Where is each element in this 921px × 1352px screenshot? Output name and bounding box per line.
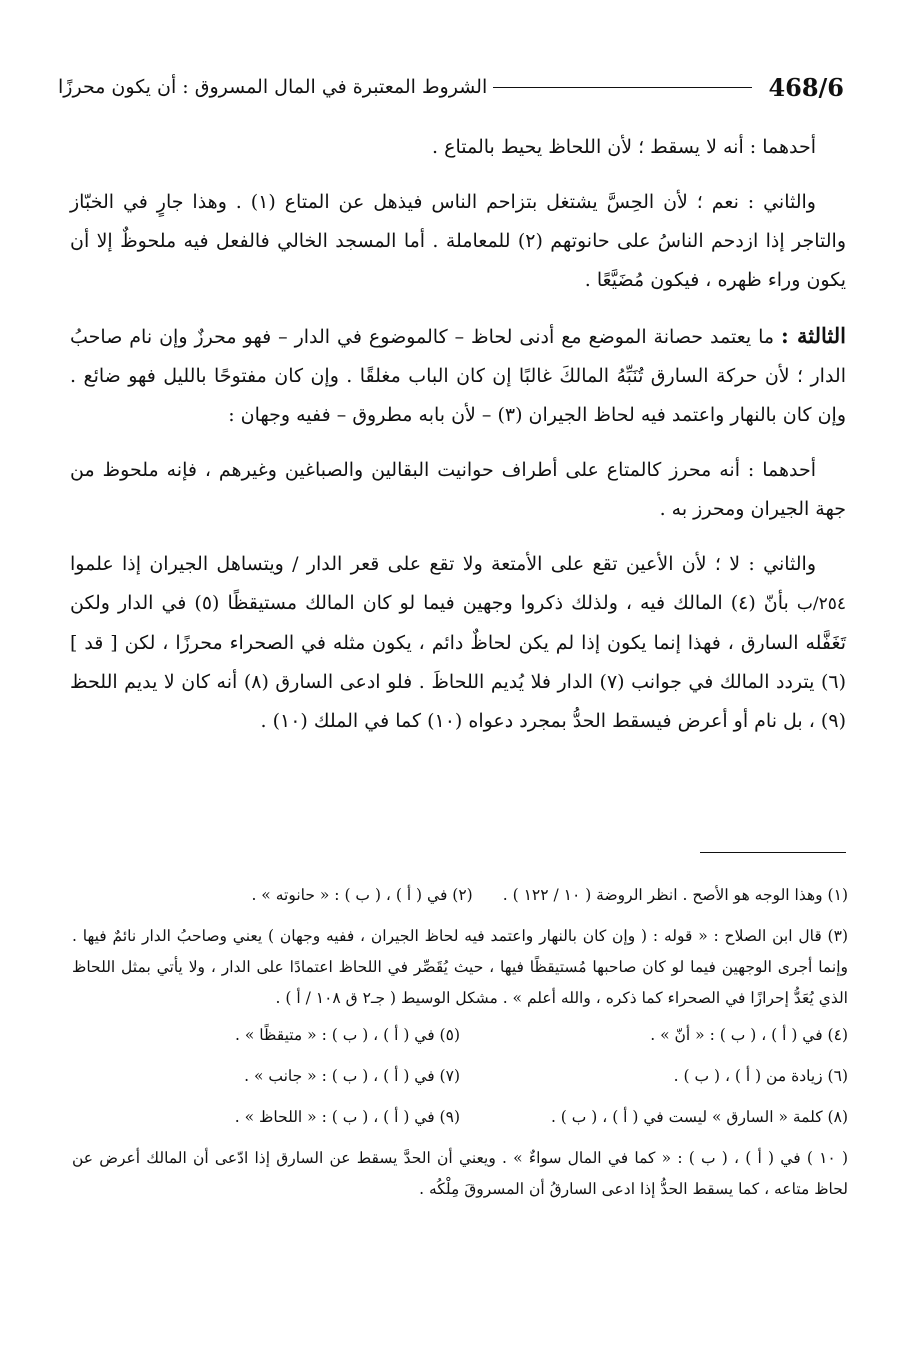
footnote-row bbox=[72, 880, 848, 911]
paragraph-3 bbox=[70, 316, 846, 435]
main-text bbox=[70, 128, 846, 757]
header-rule bbox=[493, 87, 752, 88]
paragraph-5-text-b: بأنّ (٤) المالك فيه ، ولذلك ذكروا وجهين فيما لو كان المالك مستيقظًا (٥) في الدار ولكن تَغَفَّله السارق ، فهذا إنما يكون إذا لم يكن لحاظٌ دائم ، يكون مثله في الصحراء محرزًا ، لكن [ قد ] (٦) يتردد المالك في جوانب (٧) الدار فلا يُديم اللحاظَ . فلو ادعى السارق (٨) أنه كان لا يديم اللحظ (٩) ، بل نام أو أعرض فيسقط الحدُّ بمجرد دعواه (١٠) كما في الملك (١٠) . bbox=[70, 592, 846, 732]
footnote-row bbox=[72, 1020, 848, 1051]
footnote-row bbox=[72, 1061, 848, 1092]
paragraph-5 bbox=[70, 545, 846, 741]
running-title: الشروط المعتبرة في المال المسروق : أن يكون محرزًا bbox=[58, 76, 488, 98]
manuscript-folio-note: ٢٥٤/ب bbox=[796, 594, 846, 614]
paragraph-3-text: ما يعتمد حصانة الموضع مع أدنى لحاظ – كالموضوع في الدار – فهو محرزٌ وإن نام صاحبُ الدار ؛ لأن حركة السارق تُنَبِّهُ المالكَ غالبًا إن كان الباب مغلقًا . وإن كان مفتوحًا بالليل فهو ضائع . وإن كان بالنهار واعتمد فيه لحاظ الجيران (٣) – لأن بابه مطروق – ففيه وجهان : bbox=[70, 326, 846, 426]
footnote-1: (١) وهذا الوجه هو الأصح . انظر الروضة ( ١٠ / ١٢٢ ) . bbox=[502, 886, 848, 904]
paragraph-5-text-a: والثاني : لا ؛ لأن الأعين تقع على الأمتعة ولا تقع على قعر الدار / ويتساهل الجيران إذا علموا bbox=[70, 553, 816, 575]
footnote-7: (٧) في ( أ ) ، ( ب ) : « جانب » . bbox=[244, 1067, 460, 1085]
footnote-10: ( ١٠ ) في ( أ ) ، ( ب ) : « كما في المال سواءٌ » . ويعني أن الحدَّ يسقط عن السارق إذا ادّعى أن المالك أعرض عن لحاظ متاعه ، كما يسقط الحدُّ إذا ادعى السارقُ أن المسروقَ مِلْكُه . bbox=[72, 1149, 848, 1198]
footnote-6: (٦) زيادة من ( أ ) ، ( ب ) . bbox=[673, 1067, 848, 1085]
paragraph-2: والثاني : نعم ؛ لأن الحِسَّ يشتغل بتزاحم الناس فيذهل عن المتاع (١) . وهذا جارٍ في الخبّاز والتاجر إذا ازدحم الناسُ على حانوتهم (٢) للمعاملة . أما المسجد الخالي فالفعل فيه ملحوظٌ إلا أن يكون وراء ظهره ، فيكون مُضَيَّعًا . bbox=[70, 191, 847, 291]
footnote-9: (٩) في ( أ ) ، ( ب ) : « اللحاظ » . bbox=[234, 1108, 460, 1126]
paragraph-3-lead: الثالثة : bbox=[781, 323, 846, 348]
footnote-row bbox=[72, 1102, 848, 1133]
footnote-separator bbox=[700, 852, 846, 853]
footnote-8: (٨) كلمة « السارق » ليست في ( أ ) ، ( ب ) . bbox=[550, 1108, 848, 1126]
footnote-5: (٥) في ( أ ) ، ( ب ) : « متيقظًا » . bbox=[235, 1026, 460, 1044]
paragraph-4: أحدهما : أنه محرز كالمتاع على أطراف حوانيت البقالين والصباغين وغيرهم ، فإنه ملحوظ من جهة الجيران ومحرز به . bbox=[70, 459, 846, 520]
footnote-3: (٣) قال ابن الصلاح : « قوله : ( وإن كان بالنهار واعتمد فيه لحاظ الجيران ، ففيه وجهان ) يعني وصاحبُ الدار نائمٌ فيها . وإنما أجرى الوجهين فيما لو كان صاحبها مُستيقظًا فيها ، حيث يُقَصِّر في اللحاظ اعتمادًا على الدار ، ولا يأتي بمثل اللحاظ الذي يُعَدُّ إحرازًا في الصحراء كما ذكره ، والله أعلم » . مشكل الوسيط ( جـ٢ ق ١٠٨ / أ ) . bbox=[72, 927, 848, 1007]
footnote-4: (٤) في ( أ ) ، ( ب ) : « أنّ » . bbox=[650, 1026, 848, 1044]
page-number: 468/6 bbox=[768, 72, 844, 102]
footnote-2: (٢) في ( أ ) ، ( ب ) : « حانوته » . bbox=[251, 886, 473, 904]
page-header bbox=[58, 66, 844, 108]
paragraph-1: أحدهما : أنه لا يسقط ؛ لأن اللحاظ يحيط بالمتاع . bbox=[432, 136, 816, 158]
footnotes bbox=[72, 880, 848, 1211]
